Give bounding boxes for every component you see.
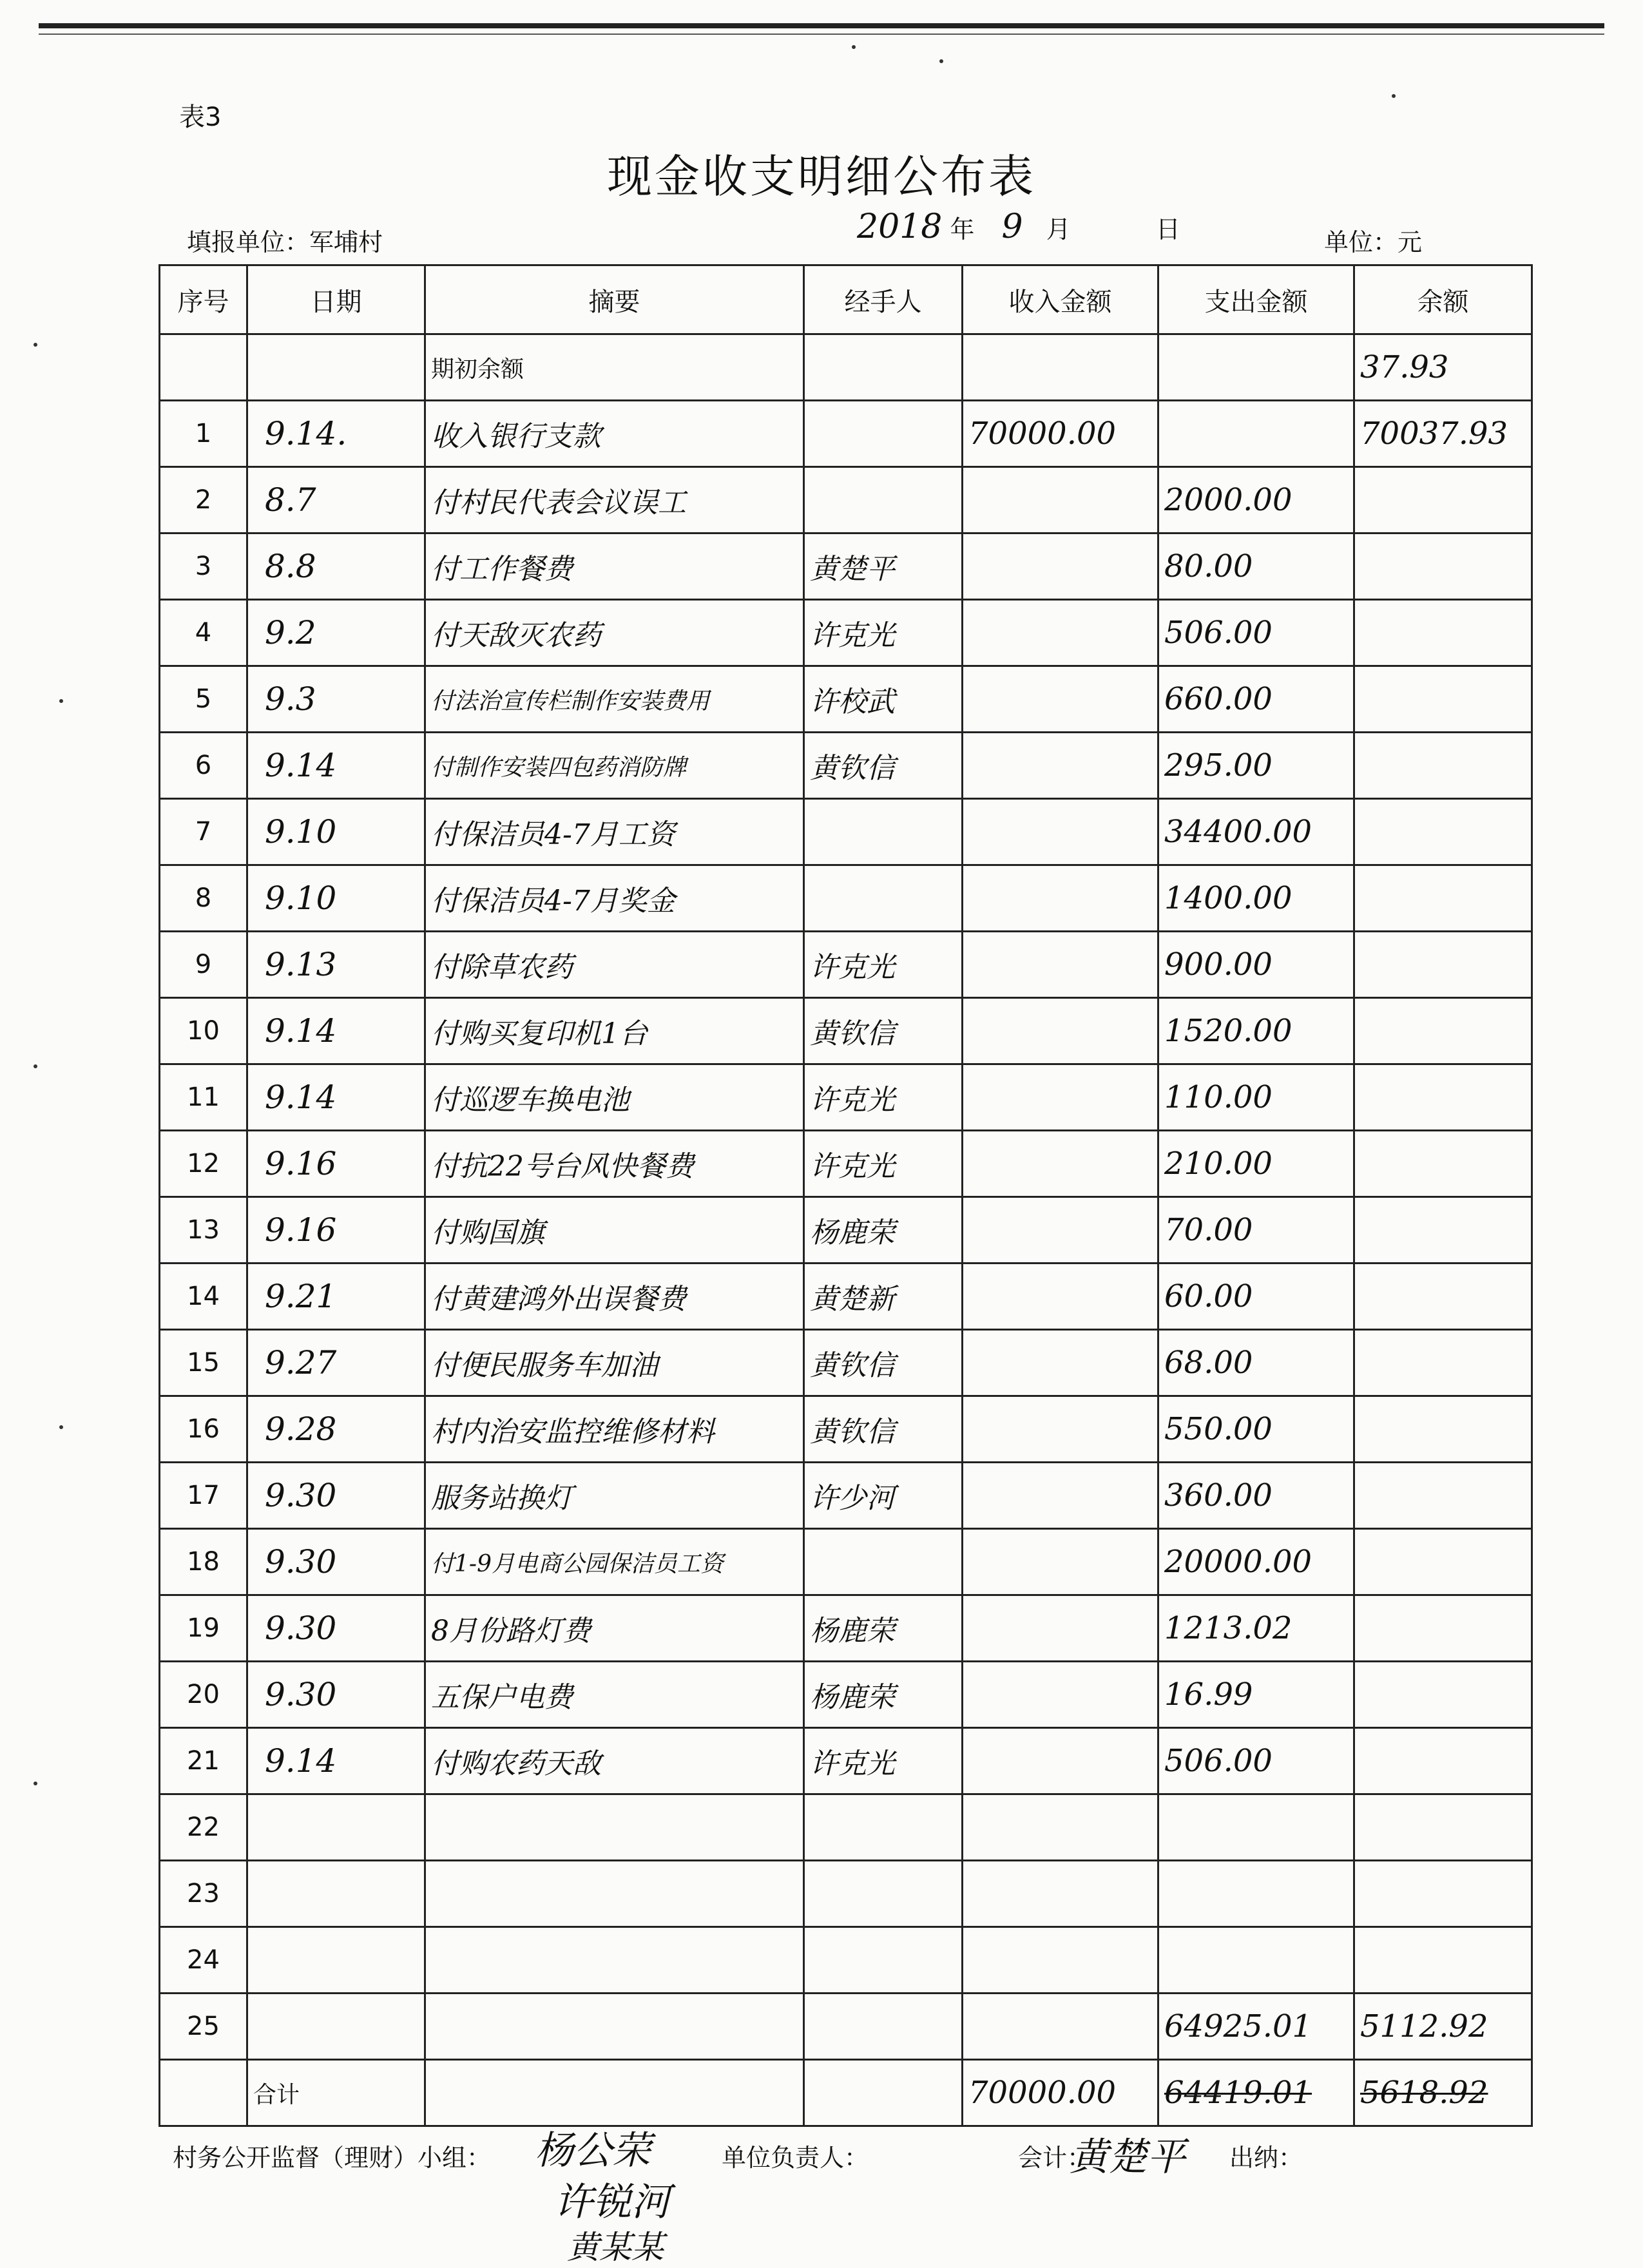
row-income xyxy=(963,1662,1158,1728)
row-income xyxy=(963,1131,1158,1197)
row-no: 5 xyxy=(160,666,247,733)
row-income xyxy=(963,733,1158,799)
row-date xyxy=(247,1861,425,1927)
month-char: 月 xyxy=(1046,215,1071,244)
row-date: 9.21 xyxy=(247,1264,425,1330)
row-handler: 许克光 xyxy=(804,1728,963,1794)
row-no: 17 xyxy=(160,1463,247,1529)
col-header-date: 日期 xyxy=(247,265,425,334)
row-date xyxy=(247,1927,425,1994)
row-no: 3 xyxy=(160,533,247,600)
opening-income xyxy=(963,334,1158,401)
row-no: 16 xyxy=(160,1396,247,1463)
row-summary: 8月份路灯费 xyxy=(425,1595,804,1662)
top-border-line-thin xyxy=(39,34,1604,35)
row-date: 9.28 xyxy=(247,1396,425,1463)
row-expense: 1520.00 xyxy=(1158,998,1354,1064)
row-expense: 34400.00 xyxy=(1158,799,1354,865)
row-date: 8.7 xyxy=(247,467,425,533)
row-no: 1 xyxy=(160,401,247,467)
table-row xyxy=(160,998,1532,1064)
total-summary xyxy=(425,2060,804,2126)
row-summary: 付购国旗 xyxy=(425,1197,804,1264)
accountant-signature: 黄楚平 xyxy=(1070,2135,1186,2180)
row-balance xyxy=(1354,467,1532,533)
row-balance xyxy=(1354,1927,1532,1994)
row-date xyxy=(247,1994,425,2060)
col-header-expense: 支出金额 xyxy=(1158,265,1354,334)
row-summary: 付购农药天敌 xyxy=(425,1728,804,1794)
row-income xyxy=(963,998,1158,1064)
supervision-signature-2: 许锐河 xyxy=(554,2180,670,2225)
row-balance xyxy=(1354,1728,1532,1794)
row-handler: 黄钦信 xyxy=(804,1396,963,1463)
row-expense: 506.00 xyxy=(1158,600,1354,666)
table-row xyxy=(160,401,1532,467)
row-expense: 506.00 xyxy=(1158,1728,1354,1794)
row-date: 9.30 xyxy=(247,1529,425,1595)
row-summary: 付购买复印机1台 xyxy=(425,998,804,1064)
table-row xyxy=(160,1861,1532,1927)
row-date: 9.14 xyxy=(247,733,425,799)
row-no: 4 xyxy=(160,600,247,666)
table-row xyxy=(160,467,1532,533)
row-handler: 黄钦信 xyxy=(804,1330,963,1396)
row-balance xyxy=(1354,865,1532,932)
row-date: 9.13 xyxy=(247,932,425,998)
table-row xyxy=(160,932,1532,998)
row-income xyxy=(963,1529,1158,1595)
row-expense: 360.00 xyxy=(1158,1463,1354,1529)
supervision-label: 村务公开监督（理财）小组： xyxy=(173,2144,492,2172)
scan-speck xyxy=(59,1425,63,1429)
row-summary: 付保洁员4-7月奖金 xyxy=(425,865,804,932)
row-income xyxy=(963,533,1158,600)
row-expense xyxy=(1158,1794,1354,1861)
supervision-signature-1: 杨公荣 xyxy=(535,2128,651,2173)
row-summary: 付便民服务车加油 xyxy=(425,1330,804,1396)
row-handler xyxy=(804,401,963,467)
row-no: 21 xyxy=(160,1728,247,1794)
row-summary xyxy=(425,1861,804,1927)
row-income xyxy=(963,1861,1158,1927)
row-balance xyxy=(1354,1330,1532,1396)
row-balance xyxy=(1354,1463,1532,1529)
row-income xyxy=(963,1927,1158,1994)
row-handler xyxy=(804,1994,963,2060)
total-handler xyxy=(804,2060,963,2126)
row-summary: 付黄建鸿外出误餐费 xyxy=(425,1264,804,1330)
row-summary: 付保洁员4-7月工资 xyxy=(425,799,804,865)
row-no: 13 xyxy=(160,1197,247,1264)
opening-date xyxy=(247,334,425,401)
row-summary: 收入银行支款 xyxy=(425,401,804,467)
row-handler: 杨鹿荣 xyxy=(804,1197,963,1264)
table-row xyxy=(160,1794,1532,1861)
row-handler xyxy=(804,1861,963,1927)
row-income xyxy=(963,865,1158,932)
row-no: 9 xyxy=(160,932,247,998)
row-handler: 许克光 xyxy=(804,600,963,666)
row-handler: 许克光 xyxy=(804,1131,963,1197)
table-row xyxy=(160,1396,1532,1463)
col-header-handler: 经手人 xyxy=(804,265,963,334)
row-expense: 2000.00 xyxy=(1158,467,1354,533)
row-expense: 60.00 xyxy=(1158,1264,1354,1330)
row-expense: 80.00 xyxy=(1158,533,1354,600)
row-balance xyxy=(1354,600,1532,666)
total-no xyxy=(160,2060,247,2126)
row-handler: 黄楚新 xyxy=(804,1264,963,1330)
table-row xyxy=(160,533,1532,600)
row-no: 15 xyxy=(160,1330,247,1396)
row-no: 11 xyxy=(160,1064,247,1131)
row-balance xyxy=(1354,533,1532,600)
row-summary xyxy=(425,1794,804,1861)
table-number: 表3 xyxy=(179,102,222,132)
scan-speck xyxy=(34,1064,37,1068)
row-expense: 110.00 xyxy=(1158,1064,1354,1131)
row-date: 9.27 xyxy=(247,1330,425,1396)
col-header-income: 收入金额 xyxy=(963,265,1158,334)
row-balance xyxy=(1354,1396,1532,1463)
total-balance-struck: 5618.92 xyxy=(1354,2060,1532,2126)
row-balance xyxy=(1354,1861,1532,1927)
row-income: 70000.00 xyxy=(963,401,1158,467)
page-title: 现金收支明细公布表 xyxy=(607,150,1036,203)
cashier-label: 出纳： xyxy=(1229,2144,1303,2172)
row-income xyxy=(963,1396,1158,1463)
table-row xyxy=(160,1064,1532,1131)
row-expense: 210.00 xyxy=(1158,1131,1354,1197)
table-row xyxy=(160,1529,1532,1595)
row-no: 19 xyxy=(160,1595,247,1662)
row-income xyxy=(963,1794,1158,1861)
report-year: 2018 xyxy=(857,207,943,246)
row-handler xyxy=(804,1794,963,1861)
row-summary: 付法治宣传栏制作安装费用 xyxy=(425,666,804,733)
row-summary xyxy=(425,1994,804,2060)
row-date: 9.16 xyxy=(247,1131,425,1197)
table-row xyxy=(160,1197,1532,1264)
table-row xyxy=(160,1264,1532,1330)
row-summary xyxy=(425,1927,804,1994)
row-balance xyxy=(1354,799,1532,865)
total-row xyxy=(160,2060,1532,2126)
scan-speck xyxy=(1392,94,1396,98)
row-balance xyxy=(1354,1529,1532,1595)
row-no: 7 xyxy=(160,799,247,865)
opening-expense xyxy=(1158,334,1354,401)
row-no: 6 xyxy=(160,733,247,799)
row-handler xyxy=(804,1529,963,1595)
row-expense: 550.00 xyxy=(1158,1396,1354,1463)
row-date: 9.30 xyxy=(247,1595,425,1662)
filing-unit: 填报单位：军埔村 xyxy=(187,228,383,256)
table-row xyxy=(160,1463,1532,1529)
row-balance xyxy=(1354,1794,1532,1861)
row-balance xyxy=(1354,1595,1532,1662)
row-handler: 黄楚平 xyxy=(804,533,963,600)
row-no: 18 xyxy=(160,1529,247,1595)
row-date: 9.14. xyxy=(247,401,425,467)
row-summary: 付制作安装四包药消防牌 xyxy=(425,733,804,799)
top-border-line xyxy=(39,23,1604,28)
day-char: 日 xyxy=(1155,215,1180,244)
row-no: 24 xyxy=(160,1927,247,1994)
row-income xyxy=(963,1994,1158,2060)
row-handler xyxy=(804,467,963,533)
row-balance: 5112.92 xyxy=(1354,1994,1532,2060)
row-expense: 660.00 xyxy=(1158,666,1354,733)
row-balance xyxy=(1354,1064,1532,1131)
table-row xyxy=(160,1728,1532,1794)
row-no: 20 xyxy=(160,1662,247,1728)
row-income xyxy=(963,1264,1158,1330)
total-label: 合计 xyxy=(247,2060,425,2126)
row-summary: 付天敌灭农药 xyxy=(425,600,804,666)
row-no: 10 xyxy=(160,998,247,1064)
table-row xyxy=(160,733,1532,799)
row-expense: 64925.01 xyxy=(1158,1994,1354,2060)
row-summary: 付巡逻车换电池 xyxy=(425,1064,804,1131)
row-balance xyxy=(1354,733,1532,799)
row-date: 9.14 xyxy=(247,1728,425,1794)
row-handler: 许少河 xyxy=(804,1463,963,1529)
opening-handler xyxy=(804,334,963,401)
row-no: 23 xyxy=(160,1861,247,1927)
row-expense: 900.00 xyxy=(1158,932,1354,998)
report-date xyxy=(857,207,1180,246)
row-no: 25 xyxy=(160,1994,247,2060)
table-row xyxy=(160,1994,1532,2060)
row-summary: 五保户电费 xyxy=(425,1662,804,1728)
row-income xyxy=(963,1064,1158,1131)
row-handler: 许克光 xyxy=(804,932,963,998)
row-balance xyxy=(1354,1131,1532,1197)
row-no: 22 xyxy=(160,1794,247,1861)
row-expense: 1213.02 xyxy=(1158,1595,1354,1662)
row-date: 9.10 xyxy=(247,799,425,865)
opening-summary: 期初余额 xyxy=(425,334,804,401)
row-date: 8.8 xyxy=(247,533,425,600)
table-row xyxy=(160,666,1532,733)
scan-speck xyxy=(34,343,37,347)
row-balance xyxy=(1354,1197,1532,1264)
row-handler xyxy=(804,799,963,865)
row-balance: 70037.93 xyxy=(1354,401,1532,467)
row-no: 8 xyxy=(160,865,247,932)
report-month: 9 xyxy=(1001,207,1023,246)
currency-unit: 单位：元 xyxy=(1324,228,1423,256)
row-expense: 68.00 xyxy=(1158,1330,1354,1396)
table-row xyxy=(160,865,1532,932)
opening-balance: 37.93 xyxy=(1354,334,1532,401)
row-handler xyxy=(804,865,963,932)
table-row xyxy=(160,1927,1532,1994)
scan-speck xyxy=(852,45,856,49)
row-summary: 付除草农药 xyxy=(425,932,804,998)
row-income xyxy=(963,1330,1158,1396)
row-date: 9.30 xyxy=(247,1463,425,1529)
table-row xyxy=(160,799,1532,865)
cash-ledger-table xyxy=(159,264,1533,2127)
row-date: 9.14 xyxy=(247,998,425,1064)
row-expense: 20000.00 xyxy=(1158,1529,1354,1595)
row-summary: 付工作餐费 xyxy=(425,533,804,600)
row-expense xyxy=(1158,401,1354,467)
year-char: 年 xyxy=(950,215,975,244)
row-income xyxy=(963,600,1158,666)
opening-no xyxy=(160,334,247,401)
row-expense xyxy=(1158,1861,1354,1927)
scan-speck xyxy=(59,699,63,703)
row-expense: 70.00 xyxy=(1158,1197,1354,1264)
row-handler xyxy=(804,1927,963,1994)
row-date: 9.16 xyxy=(247,1197,425,1264)
row-handler: 黄钦信 xyxy=(804,998,963,1064)
table-row xyxy=(160,1662,1532,1728)
row-date: 9.10 xyxy=(247,865,425,932)
row-income xyxy=(963,932,1158,998)
col-header-balance: 余额 xyxy=(1354,265,1532,334)
row-expense: 16.99 xyxy=(1158,1662,1354,1728)
row-income xyxy=(963,799,1158,865)
row-summary: 村内治安监控维修材料 xyxy=(425,1396,804,1463)
row-handler: 许克光 xyxy=(804,1064,963,1131)
row-income xyxy=(963,666,1158,733)
row-date: 9.14 xyxy=(247,1064,425,1131)
row-balance xyxy=(1354,1662,1532,1728)
row-handler: 许校武 xyxy=(804,666,963,733)
table-row xyxy=(160,1131,1532,1197)
row-expense: 295.00 xyxy=(1158,733,1354,799)
accountant-label: 会计： xyxy=(1018,2144,1092,2172)
table-row xyxy=(160,600,1532,666)
row-no: 2 xyxy=(160,467,247,533)
row-date: 9.30 xyxy=(247,1662,425,1728)
col-header-no: 序号 xyxy=(160,265,247,334)
table-row xyxy=(160,1330,1532,1396)
row-balance xyxy=(1354,932,1532,998)
row-no: 14 xyxy=(160,1264,247,1330)
row-summary: 付村民代表会议误工 xyxy=(425,467,804,533)
row-summary: 付1-9月电商公园保洁员工资 xyxy=(425,1529,804,1595)
row-date xyxy=(247,1794,425,1861)
row-summary: 服务站换灯 xyxy=(425,1463,804,1529)
row-income xyxy=(963,467,1158,533)
row-balance xyxy=(1354,1264,1532,1330)
unit-head-label: 单位负责人： xyxy=(722,2144,869,2172)
row-handler: 黄钦信 xyxy=(804,733,963,799)
total-income: 70000.00 xyxy=(963,2060,1158,2126)
table-row xyxy=(160,1595,1532,1662)
col-header-summary: 摘要 xyxy=(425,265,804,334)
row-income xyxy=(963,1463,1158,1529)
row-no: 12 xyxy=(160,1131,247,1197)
row-handler: 杨鹿荣 xyxy=(804,1595,963,1662)
row-date: 9.3 xyxy=(247,666,425,733)
row-date: 9.2 xyxy=(247,600,425,666)
row-income xyxy=(963,1728,1158,1794)
opening-balance-row xyxy=(160,334,1532,401)
row-income xyxy=(963,1595,1158,1662)
supervision-signature-3: 黄某某 xyxy=(567,2229,664,2266)
row-balance xyxy=(1354,666,1532,733)
row-balance xyxy=(1354,998,1532,1064)
total-expense-struck: 64419.01 xyxy=(1158,2060,1354,2126)
row-handler: 杨鹿荣 xyxy=(804,1662,963,1728)
row-summary: 付抗22号台风快餐费 xyxy=(425,1131,804,1197)
row-expense xyxy=(1158,1927,1354,1994)
table-header-row xyxy=(160,265,1532,334)
scan-speck xyxy=(939,59,943,63)
row-income xyxy=(963,1197,1158,1264)
scan-speck xyxy=(34,1782,37,1785)
row-expense: 1400.00 xyxy=(1158,865,1354,932)
